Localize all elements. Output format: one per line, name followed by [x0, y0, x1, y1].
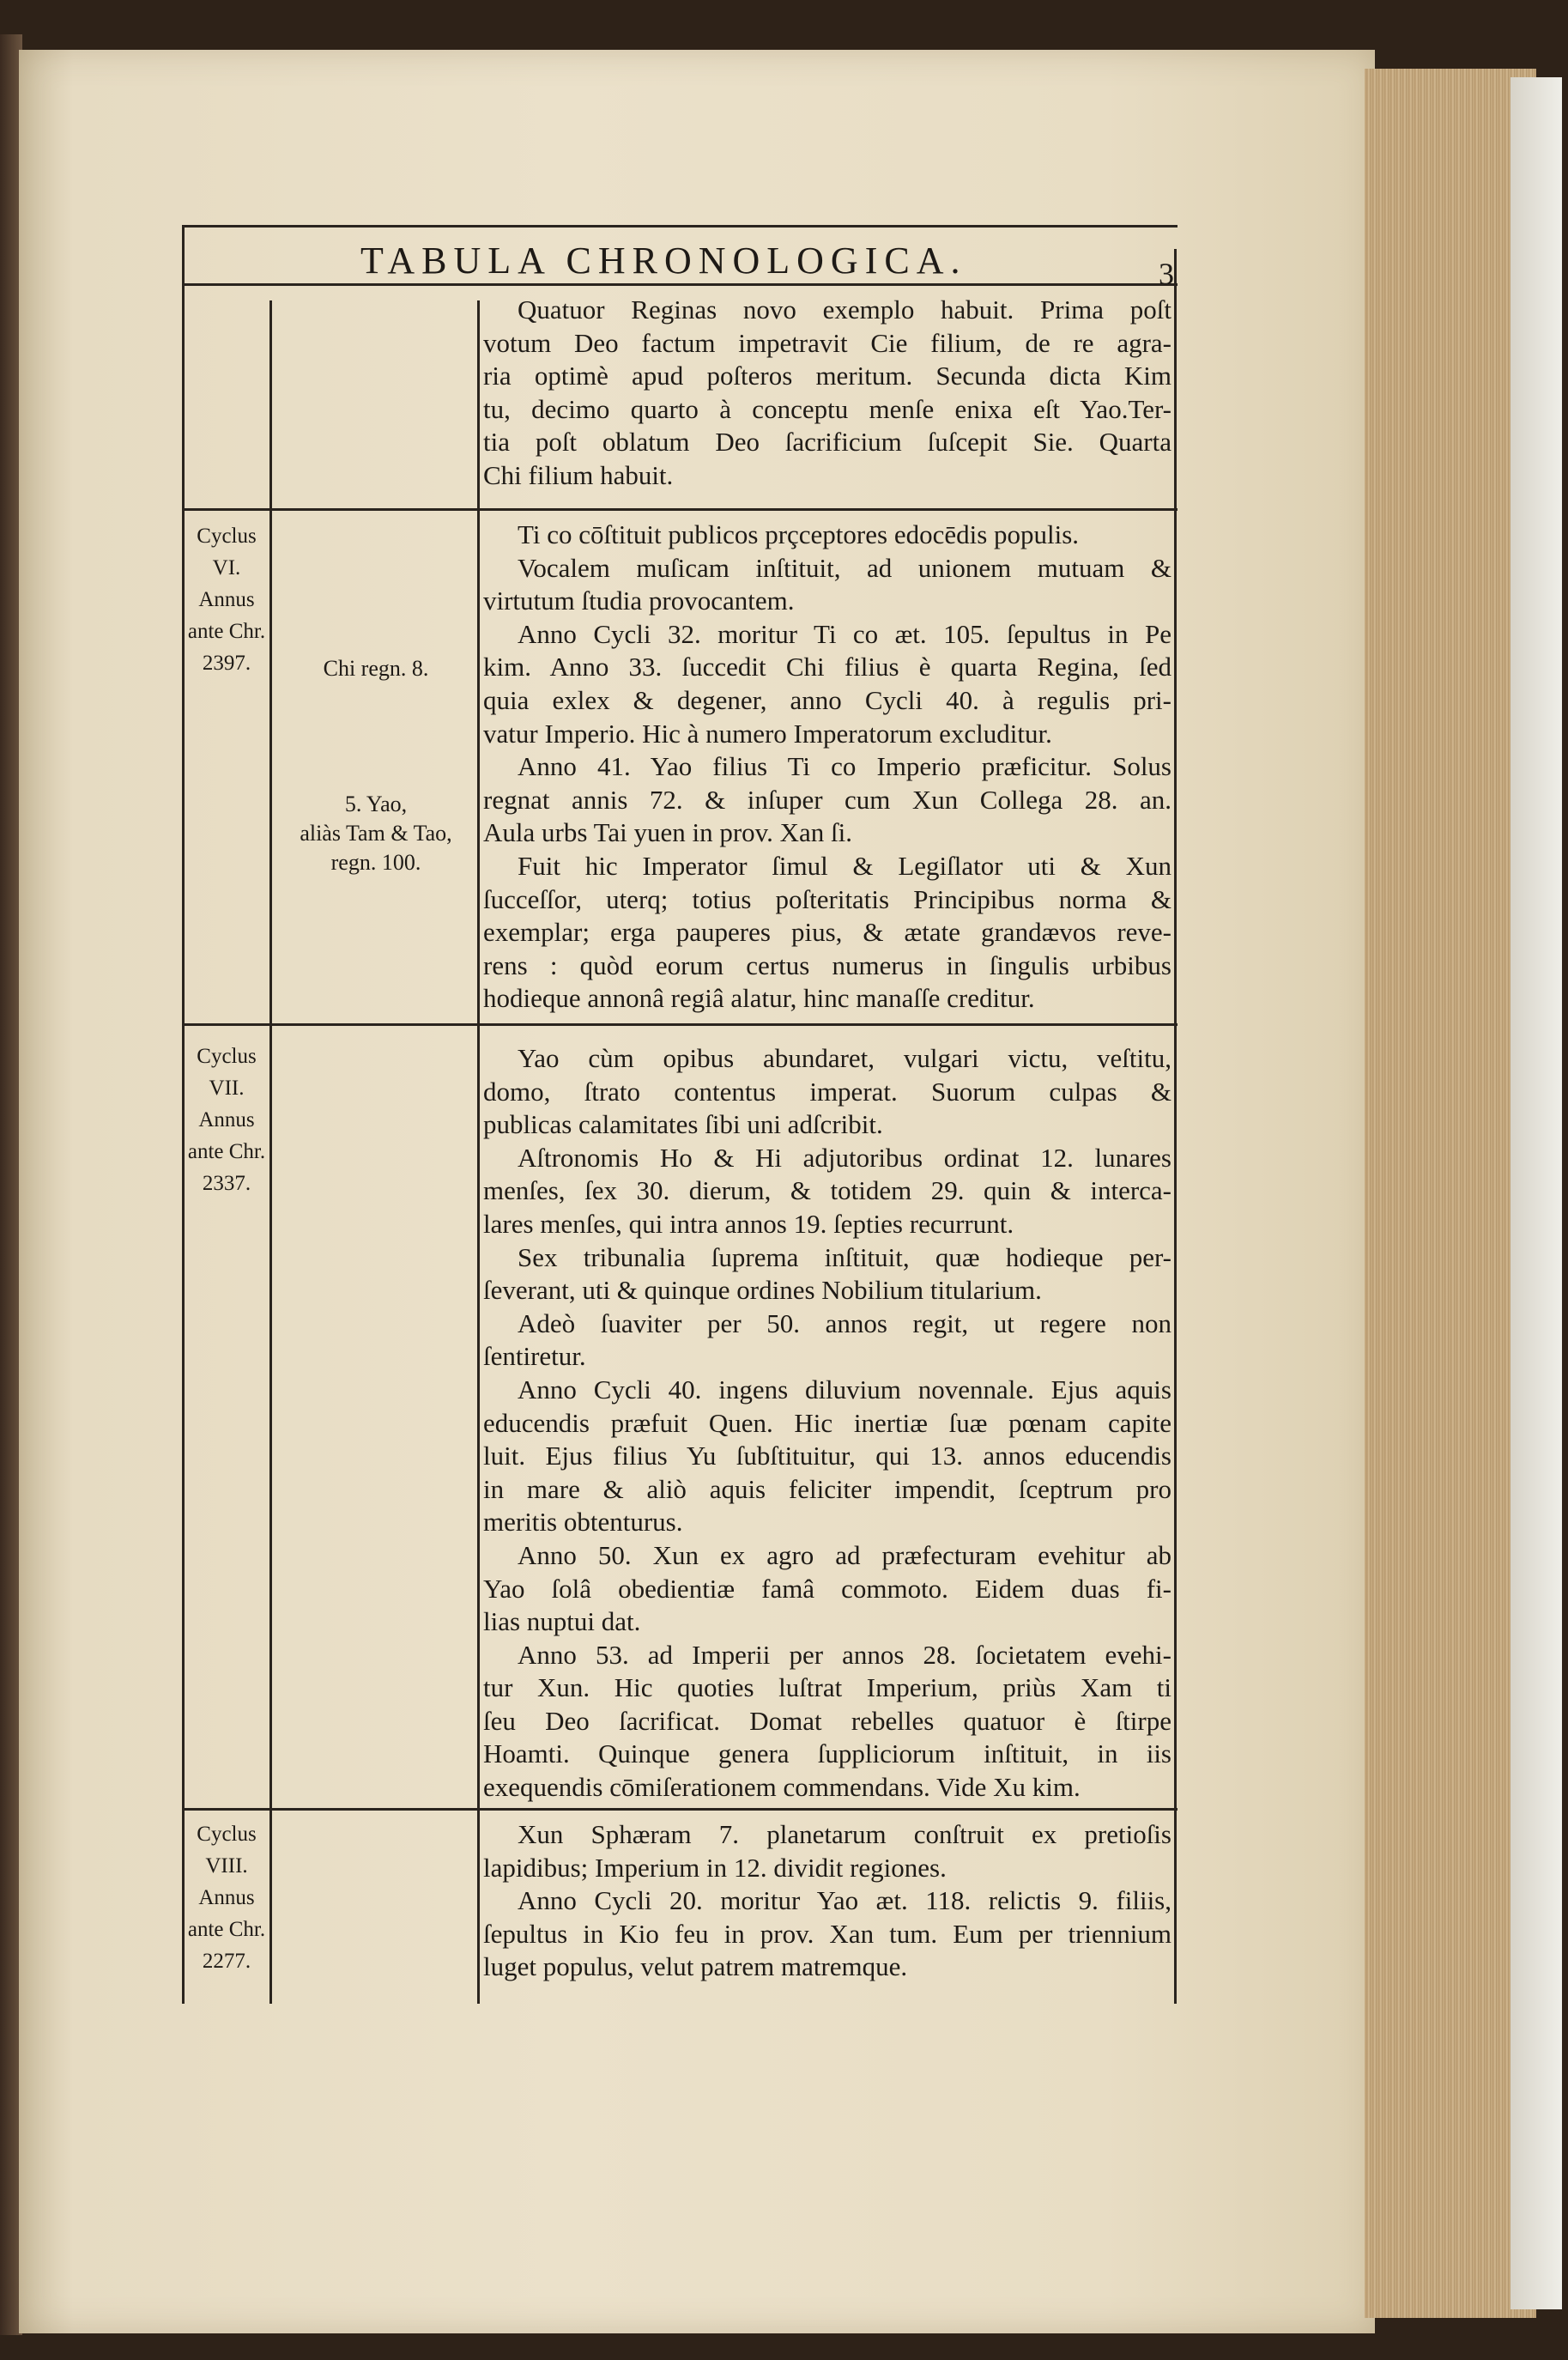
text-line: Anno 53. ad Imperii per annos 28. ſocietatem evehi-	[518, 1639, 1171, 1670]
header-top-rule	[182, 225, 1178, 228]
cycle-label-line: VIII.	[205, 1854, 248, 1878]
entry-text-column	[483, 1818, 1171, 1984]
cycle-label-line: VII.	[209, 1077, 245, 1100]
row-rule-3	[182, 1808, 1178, 1811]
row-rule-1	[182, 508, 1178, 511]
cycle-label-line: Annus	[198, 1886, 255, 1909]
text-line: ſeu Deo ſacrificat. Domat rebelles quatuor è ſtirpe	[483, 1705, 1171, 1736]
cycle-label-line: VI.	[212, 556, 241, 579]
text-line: menſes, ſex 30. dierum, & totidem 29. quin & interca-	[483, 1175, 1171, 1206]
text-line: Anno Cycli 32. moritur Ti co æt. 105. ſepultus in Pe	[518, 618, 1171, 649]
entry-paragraph	[483, 1818, 1171, 1884]
text-line: rens : quòd eorum certus numerus in ſingulis urbibus	[483, 949, 1171, 980]
text-line: lares menſes, qui intra annos 19. ſepties recurrunt.	[483, 1208, 1014, 1239]
text-line: tu, decimo quarto à conceptu menſe enixa eſt Yao.Ter-	[483, 393, 1171, 424]
cycle-label-line: 2277.	[202, 1950, 251, 1973]
text-line: Chi filium habuit.	[483, 459, 674, 490]
entry-text-column	[483, 294, 1171, 493]
entry-paragraph	[483, 294, 1171, 493]
text-line: Xun Sphæram 7. planetarum conſtruit ex pretioſis	[518, 1819, 1171, 1849]
column-rule-notes	[477, 300, 480, 2004]
entry-paragraph	[483, 1884, 1171, 1984]
reign-note-line: 5. Yao,	[344, 792, 408, 816]
cycle-label-line: Annus	[198, 588, 255, 611]
cycle-label	[180, 1818, 273, 1977]
cycle-label-line: Annus	[198, 1108, 255, 1131]
page-number: 3	[1159, 257, 1174, 291]
text-line: Yao cùm opibus abundaret, vulgari victu, veſtitu,	[518, 1043, 1171, 1073]
text-line: Fuit hic Imperator ſimul & Legiſlator uti & Xun	[518, 850, 1171, 881]
text-line: tia poſt oblatum Deo ſacrificium ſuſcepit Sie. Quarta	[483, 427, 1171, 458]
text-line: Sex tribunalia ſuprema inſtituit, quæ hodieque per-	[518, 1241, 1171, 1272]
text-line: Aula urbs Tai yuen in prov. Xan ſi.	[483, 817, 853, 848]
text-line: luit. Ejus filius Yu ſubſtituitur, qui 13. annos educendis	[483, 1441, 1171, 1471]
entry-paragraph	[483, 1374, 1171, 1539]
text-line: Vocalem muſicam inſtituit, ad unionem mutuam &	[518, 552, 1171, 583]
reign-note	[273, 790, 479, 877]
text-line: Adeò ſuaviter per 50. annos regit, ut regere non	[518, 1307, 1171, 1338]
text-line: tur Xun. Hic quoties luſtrat Imperium, priùs Xam ti	[483, 1672, 1171, 1703]
entry-paragraph	[483, 750, 1171, 850]
text-line: Anno 50. Xun ex agro ad præfecturam evehitur ab	[518, 1539, 1171, 1570]
cycle-label-line: 2337.	[202, 1172, 251, 1195]
header-bottom-rule	[182, 283, 1178, 286]
text-line: educendis præfuit Quen. Hic inertiæ ſuæ pœnam capite	[483, 1407, 1171, 1438]
text-line: domo, ſtrato contentus imperat. Suorum culpas &	[483, 1076, 1171, 1107]
entry-paragraph	[483, 519, 1171, 552]
page-edges-flyleaf	[1510, 77, 1562, 2309]
text-line: ria optimè apud poſteros meritum. Secunda dicta Kim	[483, 361, 1171, 391]
text-line: hodieque annonâ regiâ alatur, hinc manaſſe creditur.	[483, 983, 1035, 1014]
text-line: lias nuptui dat.	[483, 1606, 641, 1637]
entry-paragraph	[483, 1142, 1171, 1241]
row-rule-2	[182, 1023, 1178, 1026]
text-line: Anno Cycli 40. ingens diluvium novennale. Ejus aquis	[518, 1374, 1171, 1404]
cycle-label	[180, 520, 273, 679]
text-line: votum Deo factum impetravit Cie filium, de re agra-	[483, 327, 1171, 358]
text-line: regnat annis 72. & inſuper cum Xun Collega 28. an.	[483, 784, 1171, 815]
text-line: Hoamti. Quinque genera ſuppliciorum inſtituit, in iis	[483, 1738, 1171, 1769]
text-line: vatur Imperio. Hic à numero Imperatorum excluditur.	[483, 718, 1052, 749]
entry-paragraph	[483, 1042, 1171, 1142]
text-line: ſentiretur.	[483, 1341, 586, 1372]
entry-paragraph	[483, 1639, 1171, 1805]
text-line: publicas calamitates ſibi uni adſcribit.	[483, 1109, 883, 1140]
text-line: Aſtronomis Ho & Hi adjutoribus ordinat 12. lunares	[518, 1142, 1171, 1173]
text-line: virtutum ſtudia provocantem.	[483, 585, 795, 616]
reign-note-line: Chi regn. 8.	[323, 656, 429, 681]
text-line: Anno Cycli 20. moritur Yao æt. 118. relictis 9. filiis,	[518, 1885, 1171, 1916]
text-line: lapidibus; Imperium in 12. dividit regiones.	[483, 1852, 947, 1883]
table-right-border	[1174, 249, 1177, 2004]
text-line: Quatuor Reginas novo exemplo habuit. Prima poſt	[518, 294, 1171, 325]
cycle-label-line: 2397.	[202, 652, 251, 675]
cycle-label-line: ante Chr.	[187, 1140, 266, 1163]
text-line: ſucceſſor, uterq; totius poſteritatis Principibus norma &	[483, 883, 1171, 914]
text-line: meritis obtenturus.	[483, 1507, 683, 1538]
text-line: quia exlex & degener, anno Cycli 40. à regulis pri-	[483, 684, 1171, 715]
cycle-label	[180, 1040, 273, 1199]
cycle-label-line: ante Chr.	[187, 1918, 266, 1941]
entry-paragraph	[483, 1241, 1171, 1307]
text-line: ſepultus in Kio feu in prov. Xan tum. Eum per triennium	[483, 1918, 1171, 1949]
entry-paragraph	[483, 1307, 1171, 1374]
text-line: kim. Anno 33. ſuccedit Chi filius è quarta Regina, ſed	[483, 652, 1171, 683]
reign-note	[273, 654, 479, 683]
cycle-label-line: ante Chr.	[187, 620, 266, 643]
text-line: Ti co cōſtituit publicos prçceptores edocēdis populis.	[518, 519, 1080, 549]
text-line: ſeverant, uti & quinque ordines Nobilium titularium.	[483, 1275, 1042, 1306]
text-line: Anno 41. Yao filius Ti co Imperio præficitur. Solus	[518, 751, 1171, 782]
entry-text-column	[483, 519, 1171, 1016]
text-line: luget populus, velut patrem matremque.	[483, 1951, 908, 1982]
entry-paragraph	[483, 850, 1171, 1016]
cycle-label-line: Cyclus	[197, 525, 257, 548]
page-title: TABULA CHRONOLOGICA.	[360, 240, 967, 282]
text-line: in mare & aliò aquis feliciter impendit, ſceptrum pro	[483, 1473, 1171, 1504]
entry-paragraph	[483, 1539, 1171, 1639]
reign-note-line: aliàs Tam & Tao,	[300, 821, 452, 846]
text-line: Yao ſolâ obedientiæ famâ commoto. Eidem duas fi-	[483, 1573, 1171, 1604]
reign-note-line: regn. 100.	[330, 850, 421, 875]
text-line: exequendis cōmiſerationem commendans. Vide Xu kim.	[483, 1772, 1081, 1803]
entry-paragraph	[483, 618, 1171, 750]
entry-text-column	[483, 1042, 1171, 1805]
text-line: exemplar; erga pauperes pius, & ætate grandævos reve-	[483, 917, 1171, 948]
cycle-label-line: Cyclus	[197, 1823, 257, 1846]
cycle-label-line: Cyclus	[197, 1045, 257, 1068]
entry-paragraph	[483, 552, 1171, 618]
